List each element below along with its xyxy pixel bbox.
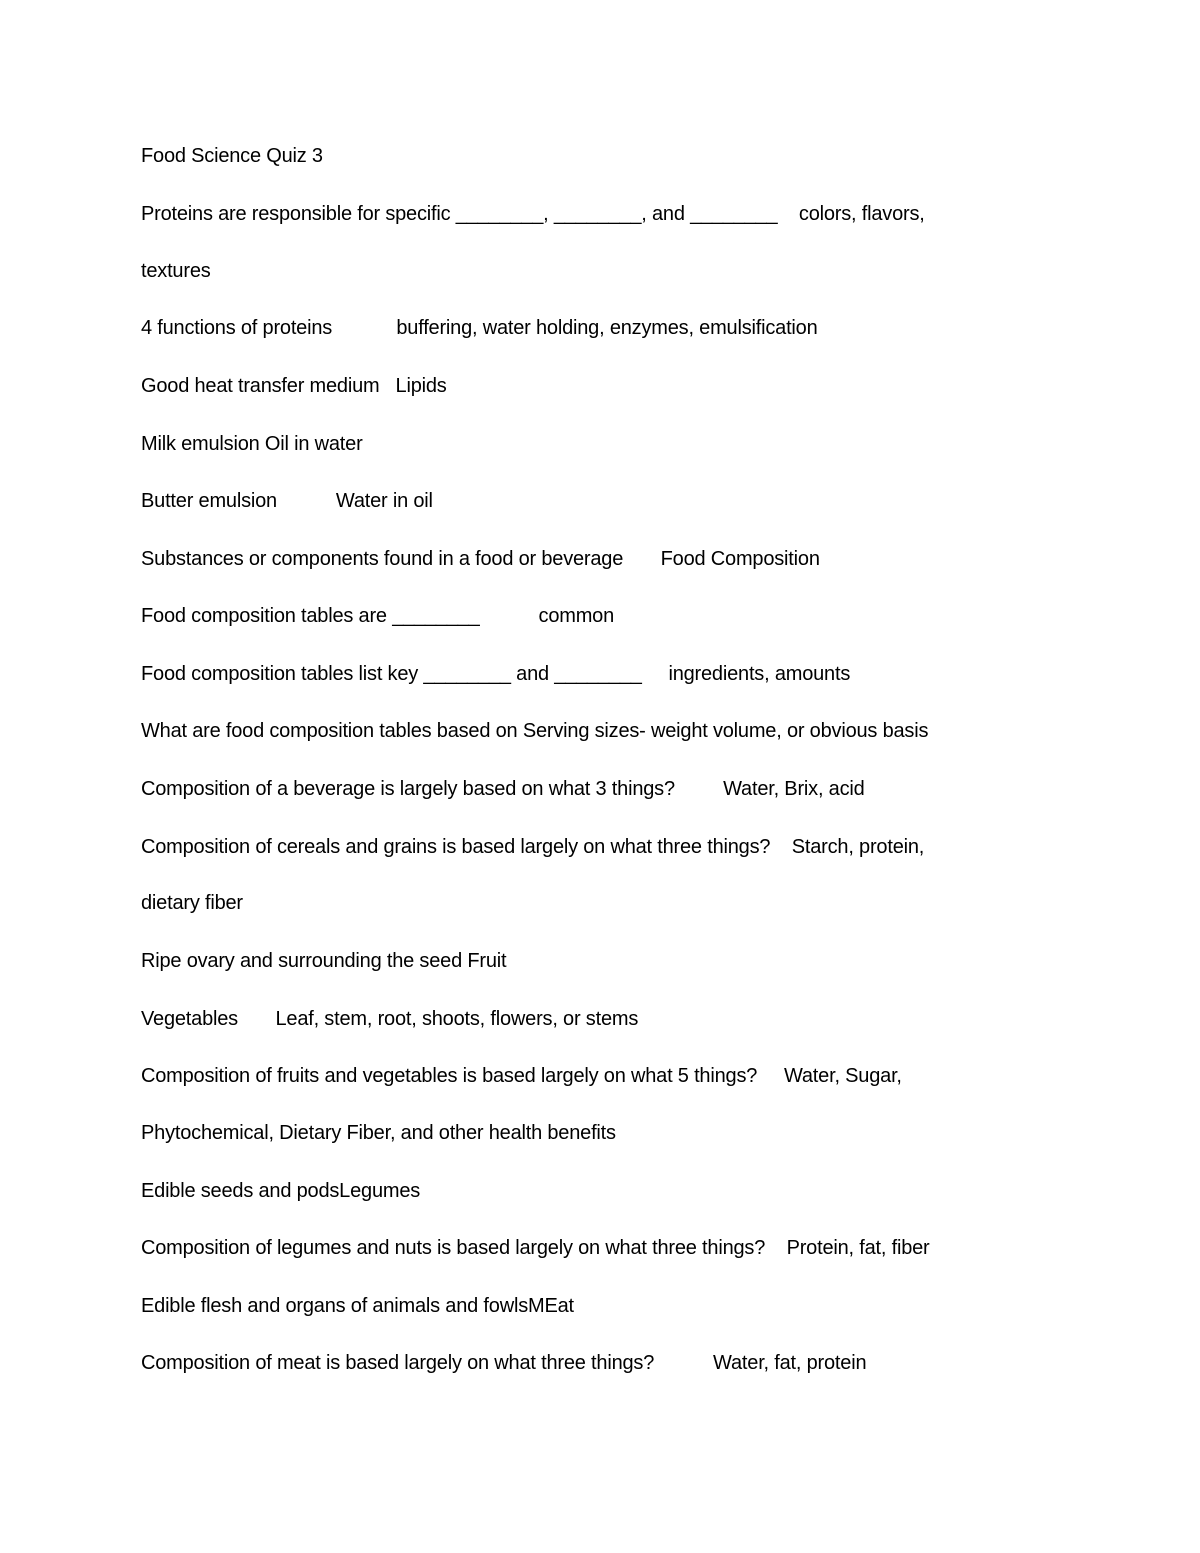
text-line: textures	[141, 260, 211, 282]
text-line: 4 functions of proteins buffering, water holding, enzymes, emulsification	[141, 317, 818, 339]
text-line: Composition of legumes and nuts is based largely on what three things? Protein, fat, fiber	[141, 1237, 930, 1259]
text-line: Food composition tables are ________ common	[141, 605, 615, 627]
text-line: What are food composition tables based on Serving sizes- weight volume, or obvious basis	[141, 720, 929, 742]
text-line: Composition of cereals and grains is based largely on what three things? Starch, protein,	[141, 836, 925, 858]
text-line: dietary fiber	[141, 892, 243, 914]
text-line: Substances or components found in a food or beverage Food Composition	[141, 548, 820, 570]
text-line: Composition of meat is based largely on what three things? Water, fat, protein	[141, 1352, 867, 1374]
text-line: Food composition tables list key ________ and ________ ingredients, amounts	[141, 663, 851, 685]
text-line: Phytochemical, Dietary Fiber, and other health benefits	[141, 1122, 616, 1144]
text-line: Edible flesh and organs of animals and fowlsMEat	[141, 1295, 574, 1317]
text-line: Vegetables Leaf, stem, root, shoots, flowers, or stems	[141, 1008, 639, 1030]
text-line: Good heat transfer medium Lipids	[141, 375, 447, 397]
text-line: Edible seeds and podsLegumes	[141, 1180, 421, 1202]
text-line: Ripe ovary and surrounding the seed Fruit	[141, 950, 507, 972]
text-line: Milk emulsion Oil in water	[141, 433, 363, 455]
document-title: Food Science Quiz 3	[141, 145, 323, 167]
text-line: Proteins are responsible for specific ________, ________, and ________ colors, flavors,	[141, 203, 925, 225]
text-line: Butter emulsion Water in oil	[141, 490, 433, 512]
text-line: Composition of fruits and vegetables is based largely on what 5 things? Water, Sugar,	[141, 1065, 902, 1087]
text-line: Composition of a beverage is largely based on what 3 things? Water, Brix, acid	[141, 778, 865, 800]
